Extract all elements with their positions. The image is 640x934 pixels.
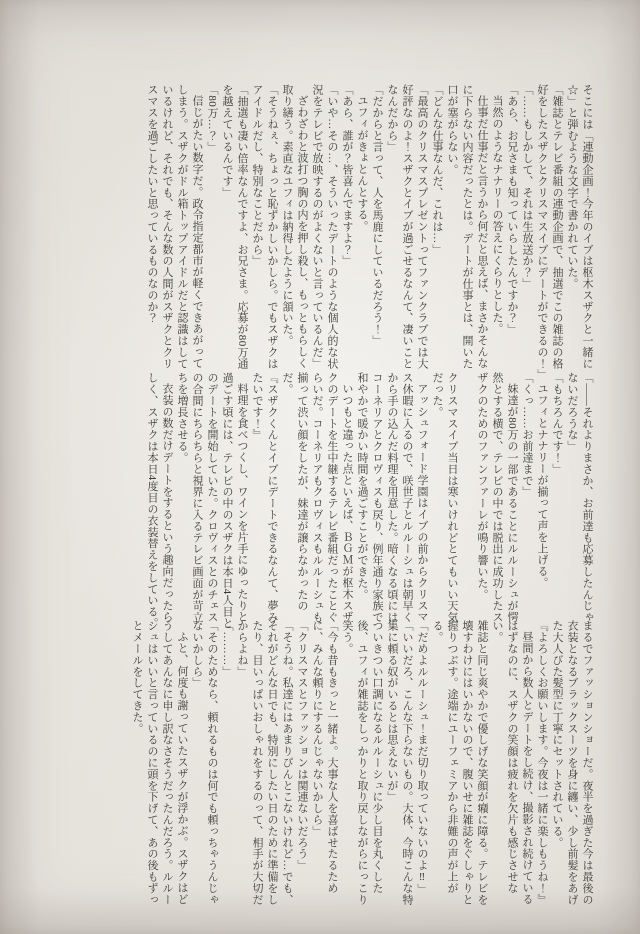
paragraph: 衣装の数だけデートをするという趣向だったらしく、スザクは本日4度目の衣装替えをしている。 — [146, 372, 173, 629]
paragraph: 信じがたい数字だ。政令指定都市が軽くできあがってしまう。スザクがドル箱トップアイドルだと認識はしているけれど、それでも、そんな数の人間がスザクとクリスマスを過ごしたいと思っているものなのか？ — [146, 84, 203, 369]
paragraph: ユフィがきょとんとする。 — [356, 95, 368, 232]
paragraph: 「雑誌とテレビ番組の連動企画で、抽選でこの雑誌の格好をしたスザクとクリスマスイブにデートができるの！」 — [536, 84, 563, 381]
paragraph: ざわざわと波打つ胸の内を押し殺し、もっともらしく取り繕う。素直なユフィは納得したように頷いた。 — [281, 84, 308, 369]
paragraph: 雑誌と同じ爽やかで優しげな笑顔が癪に障る。テレビを壊すわけにはいかないので、腹いせに雑誌をぐしゃりと握りつぶす。途端にユーフェミアから非難の声が上がる。 — [431, 620, 488, 905]
paragraph: 当然のようなナナリーの答えにくらりとした。 — [491, 95, 503, 335]
paragraph: 『よろしくお願いします。今夜は一緒に楽しもうね！』 — [536, 620, 548, 905]
paragraph: 妹達が80万の一部であることにルルーシュが愕然とする横で、テレビの中では脱出に成功したスザクのためのファンファーレが鳴り響いた。 — [476, 372, 518, 623]
paragraph: 「だめよルルーシュ！まだ切り取っていないのよ‼」 — [416, 620, 428, 895]
paragraph: ユフィとナナリーが揃って声を上げる。 — [536, 383, 548, 589]
text-section-fashion-show — [58, 620, 594, 912]
paragraph: 「あら、誰が？皆喜んでますよ？」 — [341, 84, 353, 267]
paragraph: 「いや…その…、そういったデートのような個人的な状況をテレビで放映するのがよくないと言っているんだ」 — [311, 84, 338, 369]
paragraph: 「だからと言って、人を馬鹿にしているだろう！」 — [371, 84, 383, 347]
paragraph: 「――それよりまさか、お前達も応募したんじゃないだろうな」 — [566, 372, 593, 623]
paragraph: ついきつい口調になるルルーシュに少し目を丸くした後、ユフィが雑誌をしっかりと取り戻しながらにっこり笑う。 — [341, 620, 383, 905]
text-section-christmas-eve — [46, 372, 594, 630]
paragraph: いつもと違った点といえば、ＢＧＭが枢木スザクのデートを生中継するテレビ番組だったことぐらいだ。コーネリアもクロヴィスもルルーシュも揃って渋い顔をしたが、妹達が譲らなかったのだ。 — [281, 372, 353, 623]
paragraph: 「最高のクリスマスプレゼントってファンクラブでは大好評なのよ！スザクとイブが過ごせるなんて、凄いことなんだから」 — [386, 84, 428, 369]
paragraph: 昼間から数人とデートをし続け、撮影され続けているはずなのに、スザクの笑顔は疲れを欠片も感じさせない。 — [491, 620, 533, 905]
paragraph: まるでファッションショーだ。夜半を過ぎた今は最後の衣装となるブラックスーツを身に纏い、少し前髪をあげた大人びた髪型に丁寧にセットされている。 — [551, 620, 593, 905]
paragraph: 「どんな仕事なんだ、これは…」 — [431, 84, 443, 255]
paragraph: ふと、何度も謝っていたスザクが浮かぶ。スザクはどうしてあんなに申し訳なさそうだったんだろう。ルルーシュはいいと言っているのに頭を下げて、あの後もずっとメールをしてきた。 — [131, 620, 188, 905]
paragraph: 仕事だ仕事だと言うから何だと思えば、まさかそんなに下らない内容だったとは。デートが仕事とは、開いた口が塞がらない。 — [446, 84, 488, 369]
paragraph: 「くっ……お前達まで」 — [521, 372, 533, 498]
paragraph: 「抽選も凄い倍率なんですよ、お兄さま。応募が80万通を越えているんです」 — [221, 84, 248, 370]
paragraph: 『スザクくんとイブにデートできるなんて、夢みたいです！』 — [251, 372, 278, 623]
paragraph: 「今も昔もきっと一緒よ。大事な人を喜ばせたるために、みんな頼りにするんじゃないかしら」 — [311, 620, 338, 894]
text-section-magazine-reveal — [58, 84, 594, 381]
paragraph: 「……もしかして、それは生放送か？」 — [521, 84, 533, 290]
paragraph: 「あら、お兄さまも知っていらしたんですか？」 — [506, 84, 518, 335]
paragraph: 「………」 — [221, 620, 233, 677]
paragraph: そこには「連動企画！今年のイブは枢木スザクと一緒に☆」と弾むような文字で書かれていた。 — [566, 84, 593, 369]
paragraph: 「もちろんです！」 — [551, 372, 563, 475]
paragraph: アッシュフォード学園はイブの前からクリスマス休暇に入るので、咲世子とルルーシュは朝早くから手の込んだ料理を用意した。暗くなる頃にはコーネリアとクロヴィスも戻り、例年通り家族で和やかで暖かい時間を過ごすことができた。 — [356, 372, 428, 623]
paragraph: 「そうね。私達にはあまりぴんとこないけれど…でも、それがどんな日でも、特別にしたい日のために準備をしたり、目いっぱいおしゃれをするのって、相手が大切だからよね」 — [236, 620, 293, 905]
paragraph: 料理を食べつくし、ワインを片手にゆったりと過ごす頃には、テレビの中のスザクは本日4人目とのデートを開始していた。クロヴィスとのチェスの合間にちらちらと視界に入るテレビ画面が苛立ちを増長させる。 — [176, 372, 248, 629]
paragraph: 「いいだろ、こんな下らないもの。大体、今時こんな特集に頼る奴がいるとは思えないが」 — [386, 620, 413, 905]
paragraph: クリスマスイブ当日は寒いけれどとてもいい天気だった。 — [431, 372, 458, 623]
paragraph: 「そのためなら、頼れるものは何でも頼っちゃうんじゃないかしら」 — [191, 620, 218, 905]
paragraph: 「そうねぇ、ちょっと恥ずかしいかしら。でもスザクはアイドルだし、特別なことだから」 — [251, 84, 278, 369]
paragraph: 「80万…？」 — [206, 84, 218, 153]
paragraph: 「クリスマスとファッションは関連ないだろう」 — [296, 620, 308, 871]
